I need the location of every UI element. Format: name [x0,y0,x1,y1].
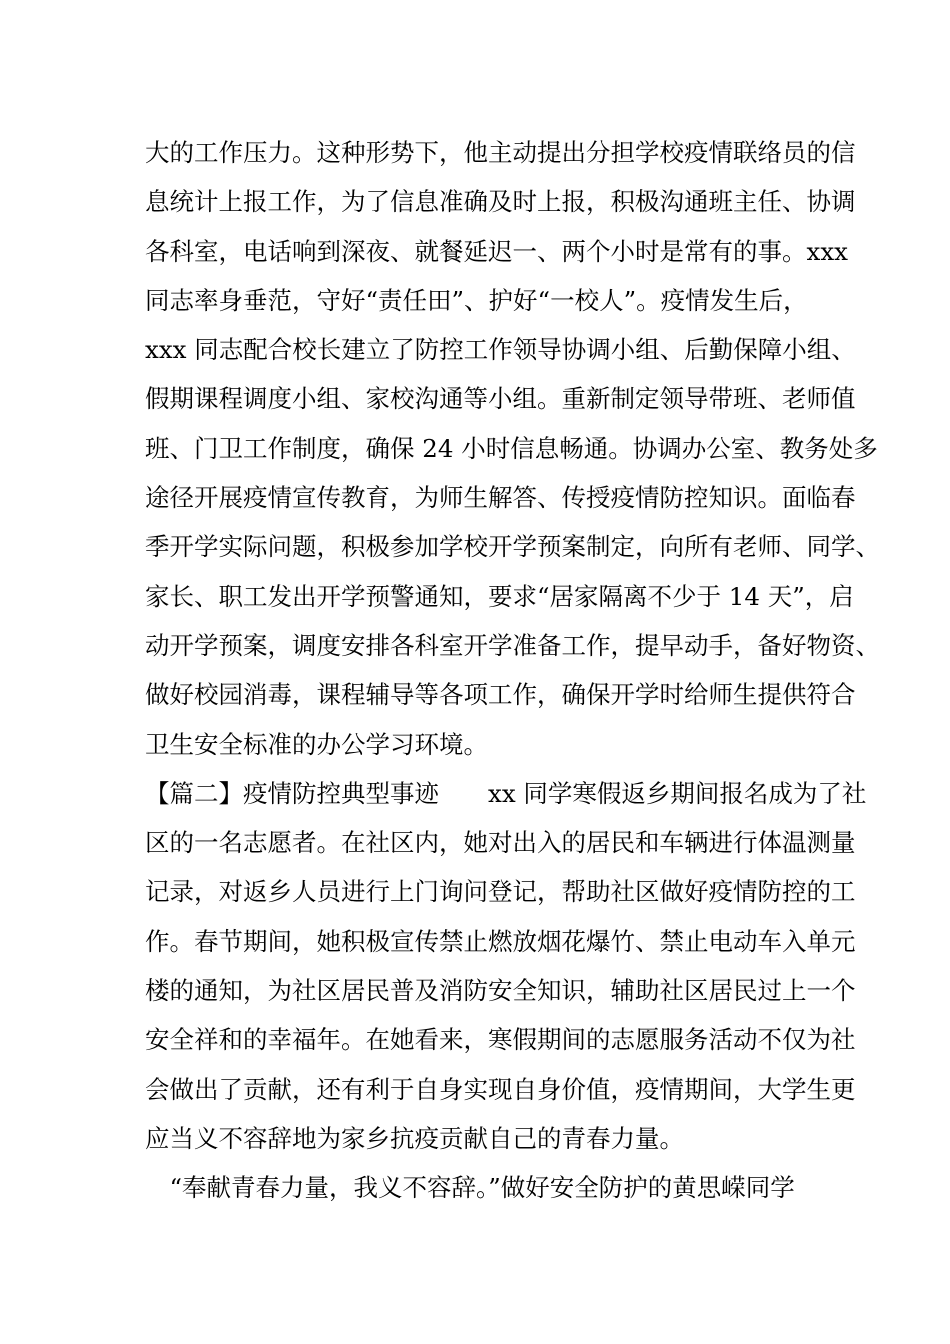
text-line: 假期课程调度小组、家校沟通等小组。重新制定领导带班、老师值 [145,384,856,414]
text-line: 卫生安全标准的办公学习环境。 [145,729,488,759]
text-line: 息统计上报工作，为了信息准确及时上报，积极沟通班主任、协调 [145,187,856,217]
text-line: xxx 同志配合校长建立了防控工作领导协调小组、后勤保障小组、 [145,335,856,365]
section-heading-line: 【篇二】疫情防控典型事迹 xx 同学寒假返乡期间报名成为了社 [145,778,867,808]
text-line: 家长、职工发出开学预警通知，要求“居家隔离不少于 14 天”，启 [145,581,854,611]
text-line: 作。春节期间，她积极宣传禁止燃放烟花爆竹、禁止电动车入单元 [145,926,856,956]
text-line: 区的一名志愿者。在社区内，她对出入的居民和车辆进行体温测量 [145,828,856,858]
text-line: 班、门卫工作制度，确保 24 小时信息畅通。协调办公室、教务处多 [145,433,878,463]
text-line: 季开学实际问题，积极参加学校开学预案制定，向所有老师、同学、 [145,532,880,562]
text-line: 各科室，电话响到深夜、就餐延迟一、两个小时是常有的事。xxx [145,236,848,266]
text-line: 楼的通知，为社区居民普及消防安全知识，辅助社区居民过上一个 [145,976,856,1006]
text-line: 动开学预案，调度安排各科室开学准备工作，提早动手，备好物资、 [145,630,880,660]
text-line: 安全祥和的幸福年。在她看来，寒假期间的志愿服务活动不仅为社 [145,1025,856,1055]
text-line: 大的工作压力。这种形势下，他主动提出分担学校疫情联络员的信 [145,138,856,167]
text-line: 途径开展疫情宣传教育，为师生解答、传授疫情防控知识。面临春 [145,483,856,513]
text-line: 会做出了贡献，还有利于自身实现自身价值，疫情期间，大学生更 [145,1074,856,1104]
text-line: 同志率身垂范，守好“责任田”、护好“一校人”。疫情发生后， [145,285,808,315]
body-text [145,128,880,1213]
text-line: “奉献青春力量，我义不容辞。”做好安全防护的黄思嵘同学 [145,1173,795,1203]
text-line: 应当义不容辞地为家乡抗疫贡献自己的青春力量。 [145,1123,684,1153]
text-line: 记录，对返乡人员进行上门询问登记，帮助社区做好疫情防控的工 [145,877,856,907]
text-line: 做好校园消毒，课程辅导等各项工作，确保开学时给师生提供符合 [145,680,856,710]
